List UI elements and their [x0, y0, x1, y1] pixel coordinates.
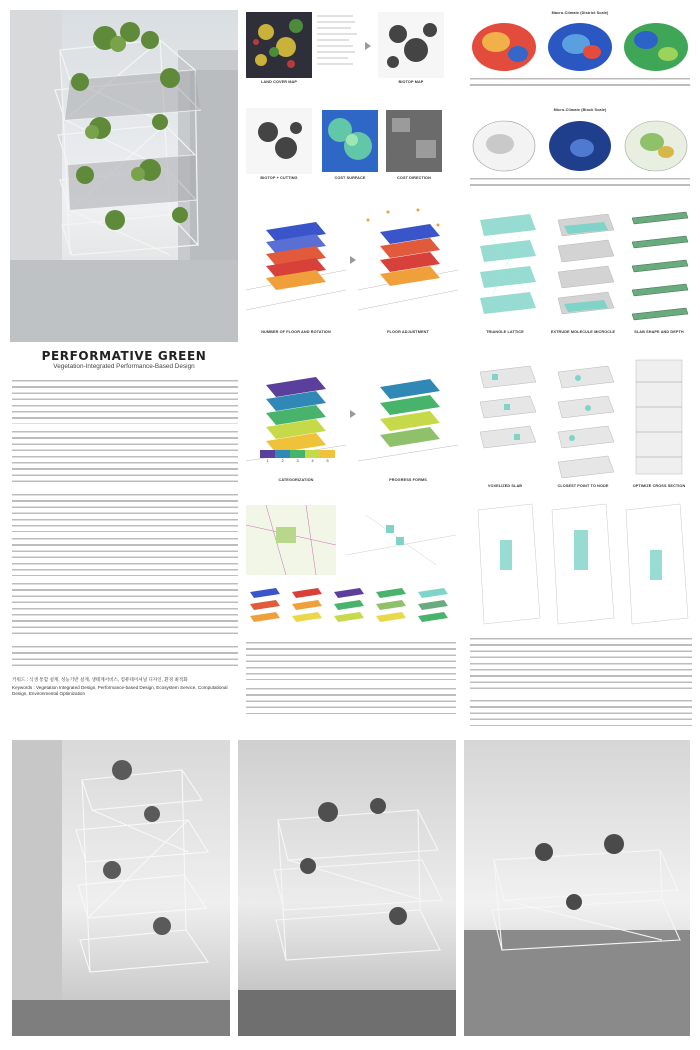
floor-rotation-caption: NUMBER OF FLOOR AND ROTATION — [261, 330, 331, 334]
lattice-diagram-row — [470, 500, 692, 630]
cost-surface-caption: COST SURFACE — [334, 176, 366, 180]
map-legend — [313, 12, 363, 78]
cost-direction-map — [386, 110, 442, 172]
summary-paragraph — [12, 646, 238, 666]
framework-paragraph — [12, 538, 238, 576]
legend-label: 1 — [266, 459, 269, 463]
keywords-en: Keywords : Vegetation Integrated Design, Performance-based Design, Ecosystem Service, Computational Design, Environmental Optimization — [12, 685, 228, 696]
cost-surface-map — [322, 110, 378, 172]
micro-captions — [470, 178, 690, 190]
process-text-mid-2 — [246, 688, 456, 714]
diagram-extrude-molecule — [548, 200, 618, 330]
legend-label: 5 — [326, 459, 329, 463]
micro-map-1 — [470, 118, 538, 174]
process-text-right-2 — [470, 700, 692, 726]
macro-captions — [470, 78, 690, 90]
biotop-caption: BIOTOP MAP — [398, 80, 424, 84]
legend-label: 3 — [296, 459, 299, 463]
biotop-map — [378, 12, 444, 78]
context-paragraph — [12, 494, 238, 532]
legend-label: 4 — [311, 459, 314, 463]
keywords-ko: 키워드 : 식생 통합 설계, 성능기반 설계, 생태계서비스, 컴퓨테이셔널 디자인, 환경 최적화 — [12, 677, 188, 682]
cost-direction-caption: COST DIRECTION — [397, 176, 431, 180]
results-paragraph — [12, 583, 238, 639]
diagram-slab-shape — [626, 200, 692, 330]
micro-map-3 — [622, 118, 690, 174]
stack-diagram-1 — [346, 505, 456, 575]
arrow-icon — [350, 256, 356, 264]
extrude-molecule-caption: EXTRUDE MOLECULE MICROCLE — [550, 330, 616, 334]
diagram-progress-forms — [358, 365, 458, 475]
arrow-icon — [365, 42, 371, 50]
hero-building-image — [10, 10, 238, 342]
site-plan-diagram — [246, 505, 336, 575]
floor-adjustment-caption: FLOOR ADJUSTMENT — [387, 330, 429, 334]
biotop-cutting-caption: BIOTOP + CUTTING — [260, 176, 298, 180]
macro-map-1 — [470, 20, 538, 74]
method-paragraph — [12, 431, 238, 487]
macro-map-2 — [546, 20, 614, 74]
slab-shape-caption: SLAB SHAPE AND DEPTH — [634, 330, 684, 334]
diagram-floor-adjustment — [358, 200, 458, 330]
cross-section-caption: OPTIMIZE CROSS SECTION — [632, 484, 686, 488]
render-1 — [12, 740, 230, 1036]
poster-title: PERFORMATIVE GREEN — [41, 349, 207, 363]
micro-map-2 — [546, 118, 614, 174]
process-text-right — [470, 638, 692, 694]
slab-stacks-row — [246, 582, 456, 634]
diagram-cross-section — [626, 352, 692, 482]
render-2 — [238, 740, 456, 1036]
closest-point-caption: CLOSEST POINT TO NODE — [557, 484, 609, 488]
progress-forms-caption: PROGRESS FORMS — [389, 478, 427, 482]
diagram-voxelized-slab — [470, 352, 540, 482]
diagram-triangle-lattice — [470, 200, 540, 330]
micro-climate-title: Micro-Climate (Block Scale) — [553, 108, 607, 112]
process-text-mid — [246, 642, 456, 680]
poster-subtitle: Vegetation-Integrated Performance-Based Design — [53, 363, 195, 370]
intro-paragraph — [12, 380, 238, 424]
diagram-closest-point — [548, 352, 618, 482]
arrow-icon — [350, 410, 356, 418]
hero-render — [10, 10, 238, 342]
macro-climate-title: Macro-Climate (District Scale) — [551, 11, 609, 15]
land-cover-caption: LAND COVER MAP — [261, 80, 297, 84]
categorization-caption: CATEGORIZATION — [278, 478, 314, 482]
biotop-cutting-map — [246, 108, 312, 174]
render-3 — [464, 740, 690, 1036]
macro-map-3 — [622, 20, 690, 74]
legend-label: 2 — [281, 459, 284, 463]
legend-labels — [260, 459, 338, 463]
diagram-floor-rotation — [246, 200, 346, 330]
voxelized-slab-caption: VOXELIZED SLAB — [487, 484, 523, 488]
land-cover-map — [246, 12, 312, 78]
triangle-lattice-caption: TRIANGLE LATTICE — [486, 330, 524, 334]
